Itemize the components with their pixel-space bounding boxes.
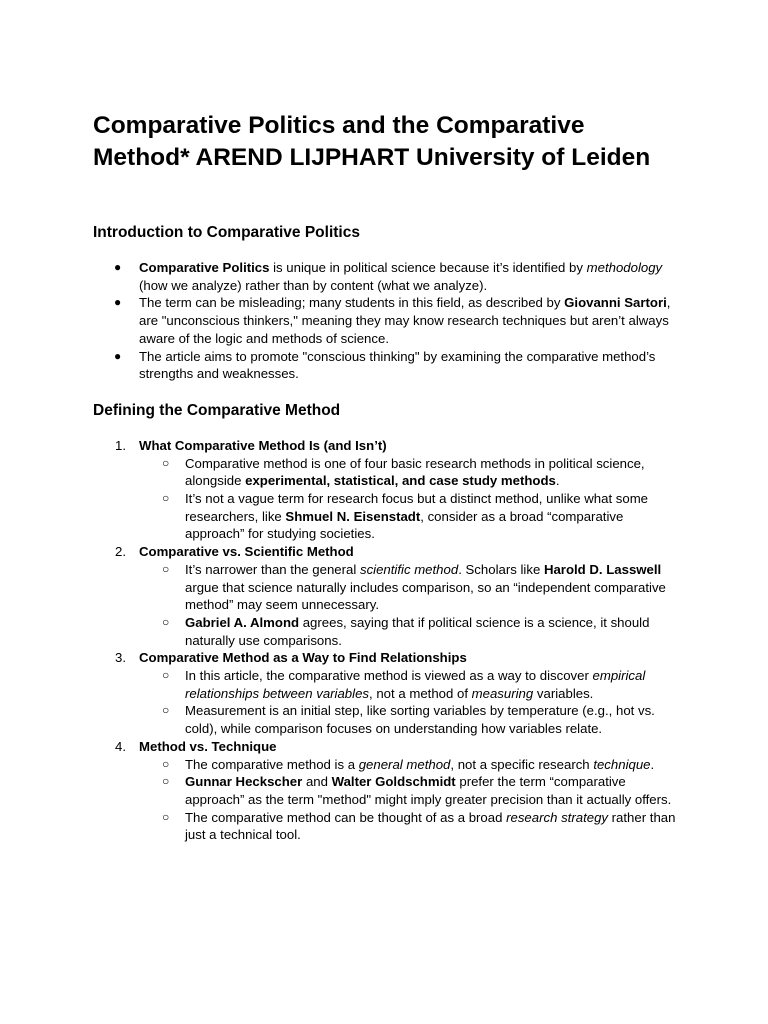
sub-list	[139, 561, 683, 650]
text-run: rather than just a technical tool.	[185, 809, 676, 843]
sub-item-text	[185, 810, 675, 843]
item-number: 1.	[115, 437, 126, 453]
text-run: The comparative method is a	[185, 756, 359, 772]
text-run: variables.	[533, 685, 594, 701]
list-item	[93, 348, 683, 383]
italic-text: technique	[593, 756, 651, 772]
sub-list-item	[139, 490, 683, 543]
text-run: argue that science naturally includes comparison, so an “independent comparative method” may seem unnecessary.	[185, 579, 666, 613]
text-run: Measurement is an initial step, like sorting variables by temperature (e.g., hot vs. cold), while comparison focuses on understanding how variables relate.	[185, 703, 655, 737]
text-run: and	[302, 774, 332, 790]
text-run: , consider as a broad “comparative approach” for studying societies.	[185, 508, 624, 542]
bullet-marker: ●	[114, 260, 122, 274]
sub-item-text	[185, 456, 645, 489]
list-item-text	[139, 349, 655, 382]
sub-list	[139, 667, 683, 738]
defining-numbered-list	[93, 437, 683, 844]
sub-bullet-marker: ○	[162, 491, 170, 506]
text-run: prefer the term “comparative approach” as the term "method" might imply greater precision than it actually offers.	[185, 774, 672, 807]
text-run: The term can be misleading; many students in this field, as described by	[139, 295, 565, 311]
bold-text: Shmuel N. Eisenstadt	[285, 508, 421, 524]
bold-text: Gabriel A. Almond	[185, 614, 300, 630]
sub-item-text	[185, 757, 654, 772]
numbered-item	[93, 649, 683, 738]
bullet-marker: ●	[114, 348, 122, 363]
sub-list	[139, 455, 683, 544]
sub-list-item	[139, 702, 683, 737]
italic-text: empirical relationships between variables	[185, 668, 646, 701]
item-title: Comparative Method as a Way to Find Relationships	[139, 650, 467, 666]
bold-text: Gunnar Heckscher	[185, 774, 303, 790]
italic-text: research strategy	[506, 809, 608, 825]
list-item-text	[139, 295, 670, 345]
text-run: , are "unconscious thinkers," meaning they may know research techniques but aren’t always aware of the logic and methods of science.	[139, 295, 671, 346]
text-run: , not a specific research	[450, 756, 594, 772]
text-run: , not a method of	[369, 685, 472, 701]
sub-list-item	[139, 667, 683, 702]
document-page	[93, 110, 683, 844]
sub-list-item	[139, 455, 683, 490]
italic-text: scientific method	[359, 561, 459, 577]
item-number: 2.	[115, 544, 126, 560]
sub-item-text	[185, 703, 655, 736]
item-number: 4.	[115, 738, 126, 754]
numbered-item	[93, 543, 683, 649]
sub-bullet-marker: ○	[162, 455, 170, 470]
sub-bullet-marker: ○	[162, 774, 170, 789]
introduction-bullet-list	[93, 259, 683, 383]
sub-bullet-marker: ○	[162, 703, 170, 718]
section-heading-introduction: Introduction to Comparative Politics	[93, 224, 360, 241]
sub-list-item	[139, 773, 683, 808]
numbered-item	[93, 738, 683, 844]
text-run: . Scholars like	[458, 561, 544, 577]
item-title: Comparative vs. Scientific Method	[139, 544, 354, 560]
sub-list-item	[139, 756, 683, 774]
text-run: .	[555, 473, 560, 489]
sub-list-item	[139, 809, 683, 844]
document-title: Comparative Politics and the Comparative Method* AREND LIJPHART University of Leiden	[93, 112, 651, 171]
numbered-item	[93, 437, 683, 543]
sub-bullet-marker: ○	[162, 614, 170, 629]
text-run: It’s not a vague term for research focus but a distinct method, unlike what some researchers, like	[185, 491, 649, 524]
text-run: Comparative method is one of four basic research methods in political science, alongside	[185, 455, 645, 489]
list-item	[93, 259, 683, 294]
section-heading-defining: Defining the Comparative Method	[93, 401, 341, 419]
bold-text: Comparative Politics	[139, 260, 270, 275]
list-item-text	[139, 260, 662, 293]
item-title: Method vs. Technique	[139, 738, 277, 754]
text-run: The comparative method can be thought of as a broad	[185, 809, 507, 825]
text-run: (how we analyze) rather than by content (what we analyze).	[139, 277, 488, 293]
sub-item-text	[185, 774, 671, 807]
bold-text: experimental, statistical, and case study methods	[245, 473, 556, 489]
sub-bullet-marker: ○	[162, 668, 170, 683]
sub-item-text	[185, 615, 649, 648]
item-title: What Comparative Method Is (and Isn’t)	[139, 437, 387, 453]
bold-text: Walter Goldschmidt	[331, 774, 456, 790]
sub-bullet-marker: ○	[162, 561, 170, 576]
text-run: is unique in political science because it’s identified by	[269, 260, 587, 275]
sub-item-text	[185, 491, 648, 541]
text-run: agrees, saying that if political science is a science, it should naturally use comparisons.	[185, 614, 650, 648]
text-run: In this article, the comparative method is viewed as a way to discover	[185, 668, 593, 684]
italic-text: measuring	[471, 685, 534, 701]
sub-item-text	[185, 668, 645, 701]
sub-list-item	[139, 561, 683, 614]
italic-text: methodology	[586, 260, 663, 275]
bullet-marker: ●	[114, 295, 122, 310]
text-run: The article aims to promote "conscious thinking" by examining the comparative method’s strengths and weaknesses.	[139, 348, 656, 382]
sub-list	[139, 756, 683, 845]
bold-text: Harold D. Lasswell	[543, 561, 662, 577]
text-run: .	[650, 756, 655, 772]
sub-list-item	[139, 614, 683, 649]
item-number: 3.	[115, 650, 126, 666]
italic-text: general method	[358, 756, 451, 772]
list-item	[93, 294, 683, 347]
text-run: It’s narrower than the general	[185, 561, 360, 577]
sub-bullet-marker: ○	[162, 809, 170, 824]
sub-item-text	[185, 562, 666, 612]
bold-text: Giovanni Sartori	[564, 295, 667, 311]
sub-bullet-marker: ○	[162, 756, 170, 771]
